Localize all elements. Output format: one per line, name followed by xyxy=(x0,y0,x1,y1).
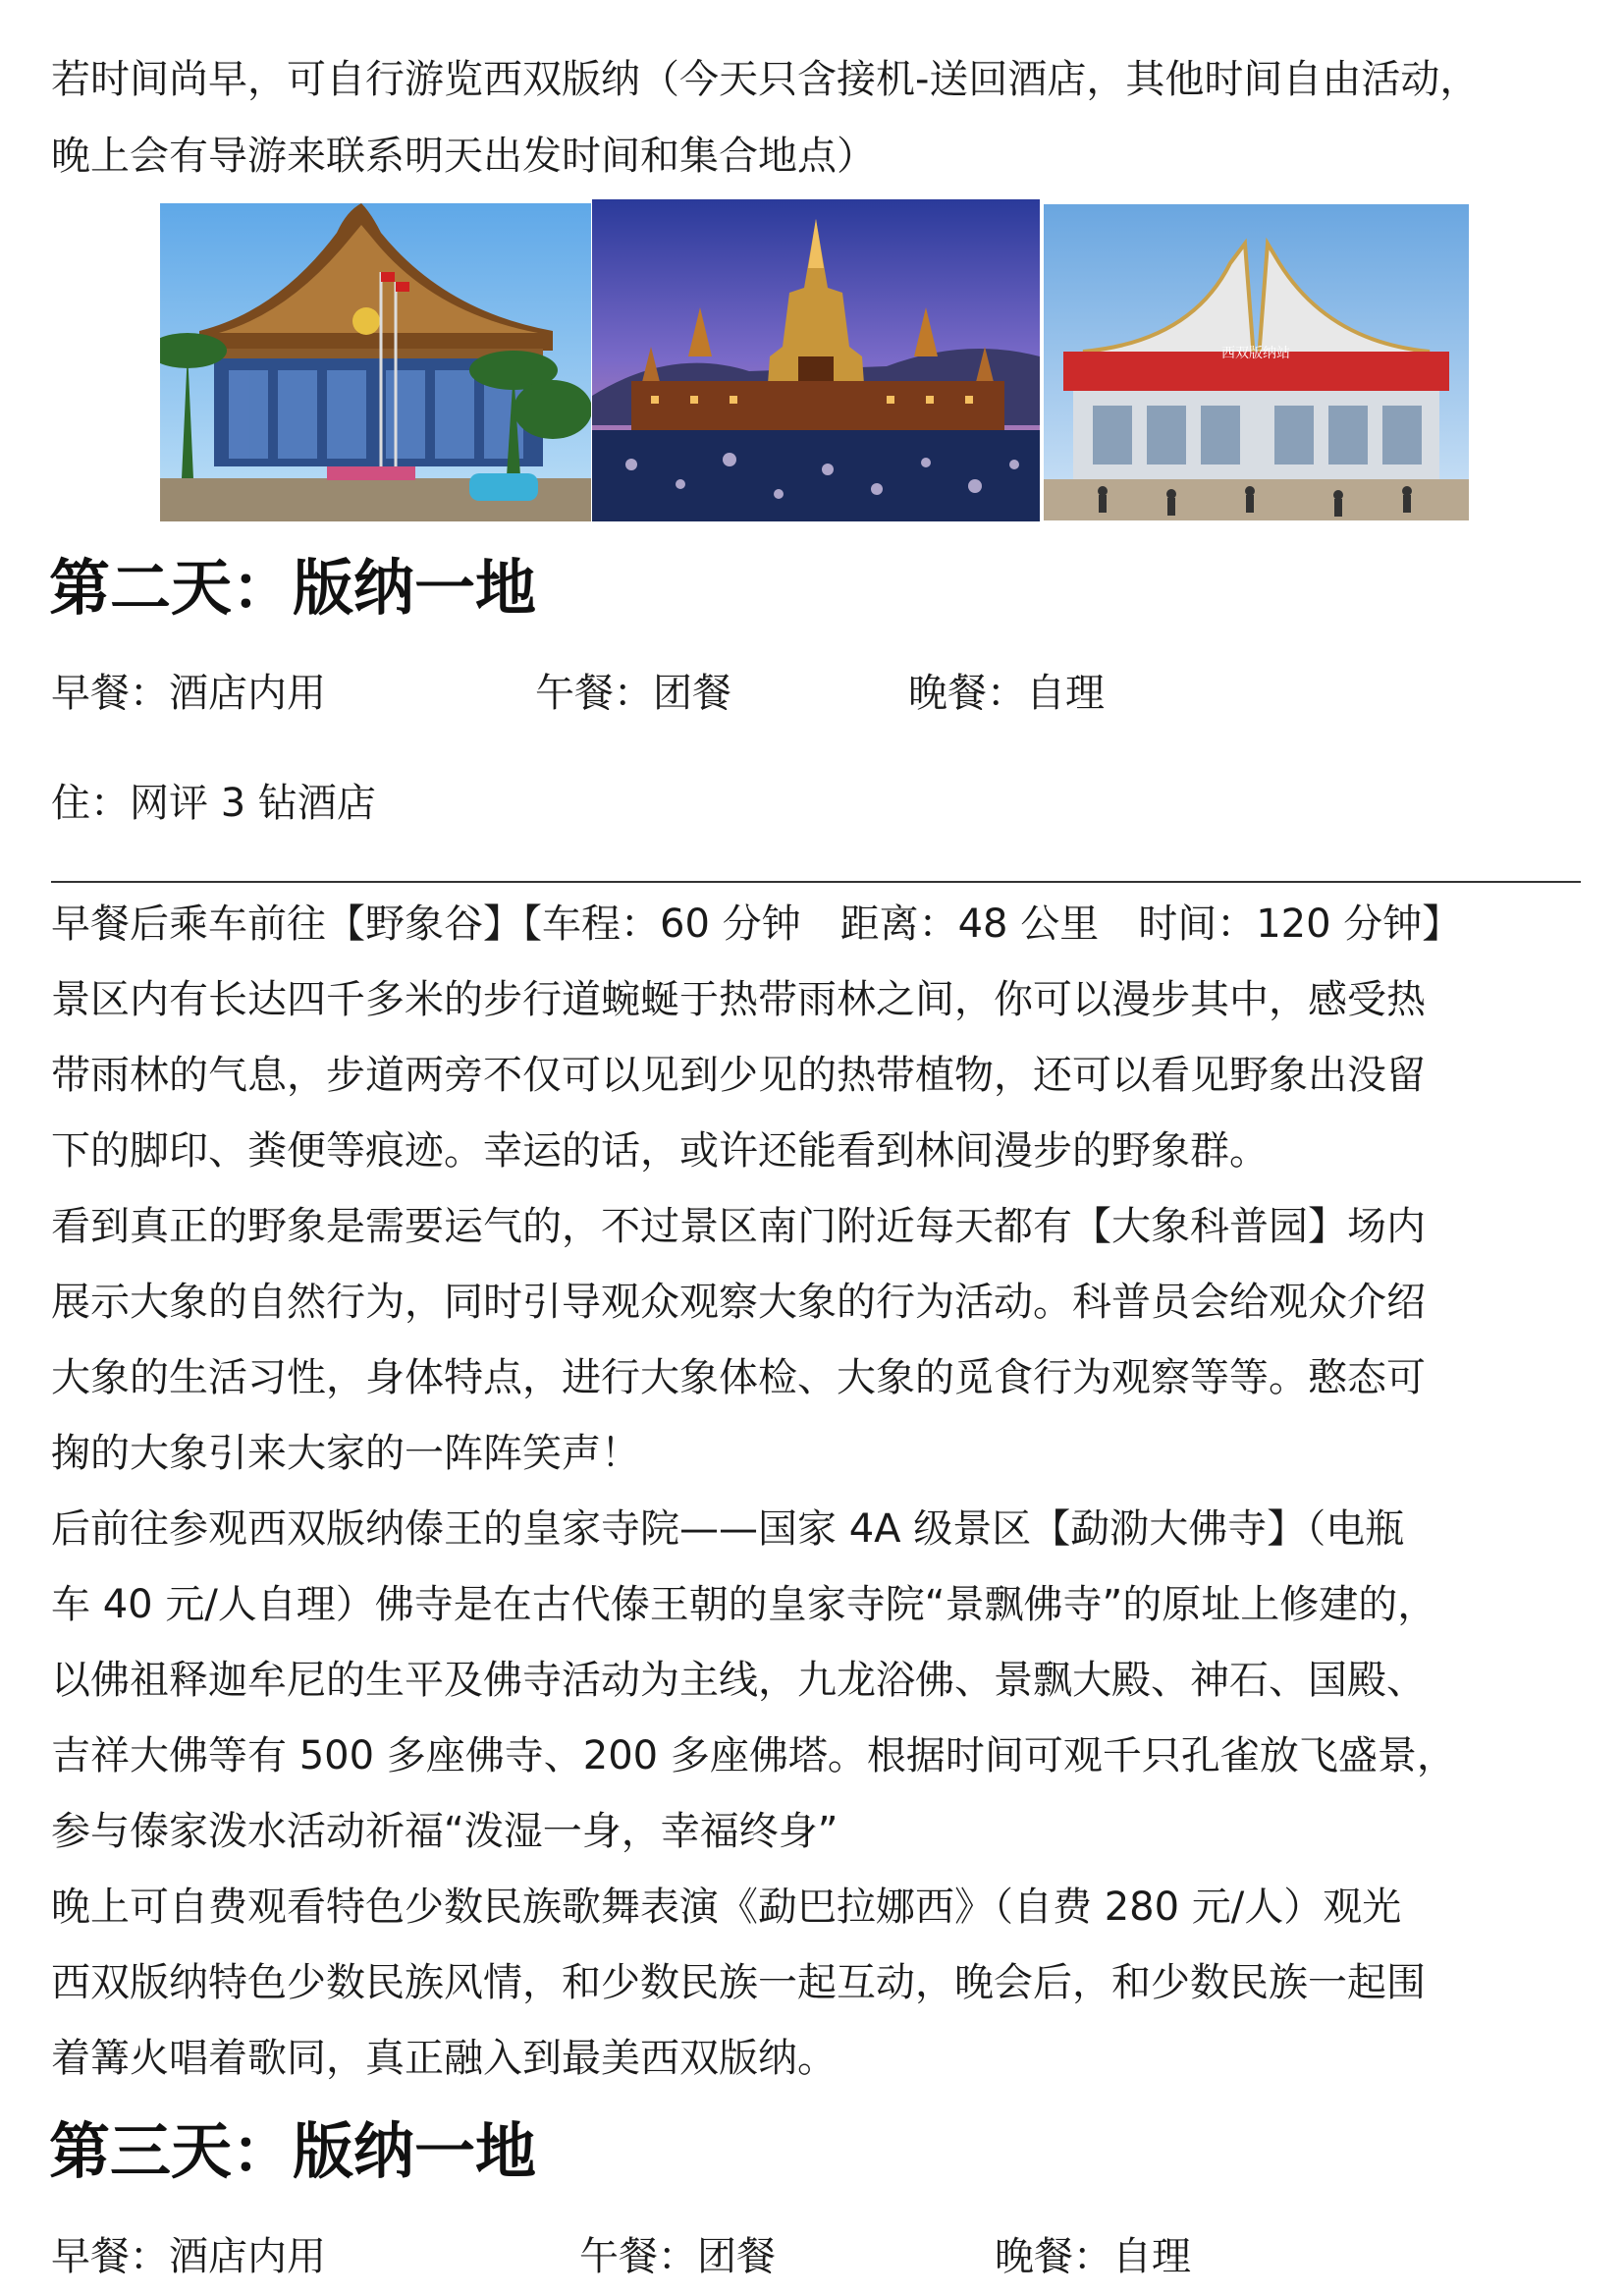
itinerary-line: 着篝火唱着歌同，真正融入到最美西双版纳。 xyxy=(51,2036,837,2081)
itinerary-line: 带雨林的气息，步道两旁不仅可以见到少见的热带植物，还可以看见野象出没留 xyxy=(51,1053,1426,1098)
itinerary-line: 展示大象的自然行为，同时引导观众观察大象的行为活动。科普员会给观众介绍 xyxy=(51,1280,1426,1325)
station-sign: 西双版纳站 xyxy=(1221,346,1290,361)
itinerary-line: 西双版纳特色少数民族风情，和少数民族一起互动，晚会后，和少数民族一起围 xyxy=(51,1960,1426,2005)
itinerary-line: 后前往参观西双版纳傣王的皇家寺院——国家 4A 级景区【勐泐大佛寺】（电瓶 xyxy=(51,1506,1405,1552)
day2-lunch: 午餐：团餐 xyxy=(535,671,731,716)
section-divider xyxy=(51,881,1581,883)
itinerary-line: 吉祥大佛等有 500 多座佛寺、200 多座佛塔。根据时间可观千只孔雀放飞盛景， xyxy=(51,1733,1456,1778)
itinerary-line: 车 40 元/人自理）佛寺是在古代傣王朝的皇家寺院“景飘佛寺”的原址上修建的， xyxy=(51,1582,1437,1627)
day3-breakfast: 早餐：酒店内用 xyxy=(51,2234,326,2279)
itinerary-line: 景区内有长达四千多米的步行道蜿蜒于热带雨林之间，你可以漫步其中，感受热 xyxy=(51,977,1426,1022)
itinerary-line: 下的脚印、粪便等痕迹。幸运的话，或许还能看到林间漫步的野象群。 xyxy=(51,1128,1269,1174)
day3-lunch: 午餐：团餐 xyxy=(579,2234,776,2279)
itinerary-line: 以佛祖释迦牟尼的生平及佛寺活动为主线，九龙浴佛、景飘大殿、神石、国殿、 xyxy=(51,1658,1426,1703)
intro-line: 晚上会有导游来联系明天出发时间和集合地点） xyxy=(51,134,876,179)
day3-title: 第三天：版纳一地 xyxy=(49,2115,537,2187)
intro-line: 若时间尚早，可自行游览西双版纳（今天只含接机-送回酒店，其他时间自由活动， xyxy=(51,57,1480,102)
day3-dinner: 晚餐：自理 xyxy=(995,2234,1191,2279)
itinerary-line: 大象的生活习性，身体特点，进行大象体检、大象的觅食行为观察等等。憨态可 xyxy=(51,1355,1426,1400)
day2-itinerary xyxy=(51,887,1583,2097)
day2-breakfast: 早餐：酒店内用 xyxy=(51,671,326,716)
day2-stay: 住：网评 3 钻酒店 xyxy=(51,781,376,826)
day2-dinner: 晚餐：自理 xyxy=(908,671,1105,716)
railway-station-photo xyxy=(1044,204,1469,520)
itinerary-line: 参与傣家泼水活动祈福“泼湿一身，幸福终身” xyxy=(51,1809,839,1854)
itinerary-line: 晚上可自费观看特色少数民族歌舞表演《勐巴拉娜西》（自费 280 元/人）观光 xyxy=(51,1885,1402,1930)
itinerary-line: 看到真正的野象是需要运气的，不过景区南门附近每天都有【大象科普园】场内 xyxy=(51,1204,1426,1249)
day2-title: 第二天：版纳一地 xyxy=(49,552,537,624)
itinerary-line: 早餐后乘车前往【野象谷】【车程：60 分钟 距离：48 公里 时间：120 分钟】 xyxy=(51,902,1462,947)
itinerary-line: 掬的大象引来大家的一阵阵笑声！ xyxy=(51,1431,640,1476)
airport-terminal-photo xyxy=(160,203,591,521)
gaozhuang-night-temple-photo xyxy=(592,199,1040,521)
intro-paragraph xyxy=(51,41,1583,194)
